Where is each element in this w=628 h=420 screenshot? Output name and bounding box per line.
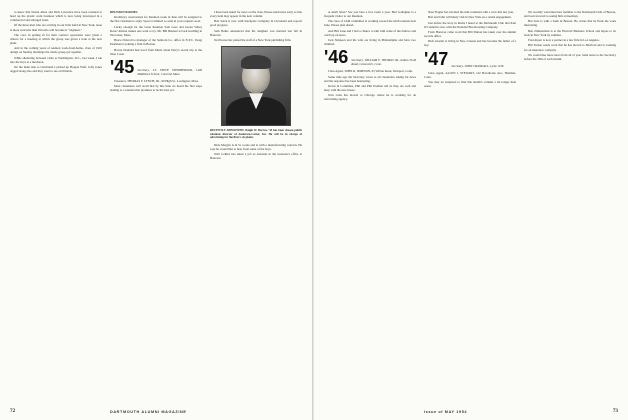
paragraph: Howie Neubald had word from Marie about Perry's recent trip to the West Coast. <box>110 47 202 56</box>
paragraph: And Bill Lane and I had a chance to talk with some of the fellows and catch up on news. <box>324 28 416 37</box>
page-number: 72 <box>10 408 16 414</box>
paragraph: I have been asked for news on the class. Please send notes early so that every item may appear in the next column. <box>210 10 302 19</box>
paragraph: From Hanover came word that Bill Dutton has taken over the alumni records office. <box>424 29 516 39</box>
paragraph: Just before the story in Rome I heard at the Dartmouth Club that Paul O'Connell is now with the National Broadcasting Company. <box>424 20 516 29</box>
paragraph: Bill Tucker sends word that he has moved to Hartford and is working for an insurance company. <box>524 43 616 52</box>
paragraph: Walt Collins has taken a job as assistant in the treasurer's office at Hanover. <box>210 152 302 161</box>
paragraph: Hal Lutz is with a bank in Boston. He writes that he finds the work interesting. <box>524 19 616 28</box>
paragraph: Of the three men who are arriving in our little band in New York, none is more welcome than Jim who will become Ir "engineer." <box>10 23 102 32</box>
paragraph: Jack Simpson and his wife are living in Philadelphia and have two children. <box>324 38 416 47</box>
class-secretary: Secretary, LT. STEVE STEINBERGER, 1400 Middlesex School, Concord, Mass. <box>137 67 202 76</box>
paragraph: Some time ago the Secretary wrote to all classmates asking for news and the response has been heartening. <box>324 74 416 83</box>
paragraph: Bob Stack is now with Stackpole Company in Cleveland and reports good progress. <box>210 19 302 28</box>
running-head: DARTMOUTH ALUMNI MAGAZINE <box>110 410 187 414</box>
paragraph: We would like more news from all of you. Send notes to the Secretary before the 10th of each month. <box>524 52 616 61</box>
class-numeral: '45 <box>110 56 135 77</box>
right-page <box>314 0 628 420</box>
class-heading <box>424 50 516 68</box>
paragraph: Class Agent, JOHN R. SIMPSON, 65 Wilton Road, Westport, Conn. <box>328 69 413 74</box>
paragraph: We recently welcomed new member to the Dartmouth Club of Boston, and look forward to seeing him at meetings. <box>524 10 616 19</box>
class-heading <box>324 48 416 66</box>
paragraph: Ben Zimmerman is at the Harvard Business School and hopes to be back in New York by summer. <box>524 28 616 37</box>
paragraph: Bruce Driscoll is manager of the Sanborn Co. office in N.Y.C. Doug Pearlman is joining a firm in Boston. <box>110 38 202 47</box>
paragraph: Sam Bahrs announced that his daughter was married last fall in Hanover. <box>210 28 302 37</box>
paragraph: Class Agent, ALLEN J. STEWART, 142 Hawthorne Ave., Hamden, Conn. <box>424 70 516 79</box>
paragraph: A small letter? See you later a live event a year. Bart Gallagher is a frequent visitor to our Reunion. <box>324 10 416 19</box>
paragraph: Dormitory reservations for Reunion week in June will be assigned to the first classmen to reply. Space is limited so send in your requests soon. <box>110 15 202 24</box>
paragraph: Fred Alpert is now a partner in a law firm in Los Angeles. <box>528 38 600 43</box>
portrait-photo <box>221 46 291 126</box>
class-secretary: Secretary, JOHN CRANDALL, Lyme, N.H. <box>451 63 505 68</box>
right-column-1 <box>324 10 416 398</box>
paragraph: The class of 1946 committee is working toward the tenth reunion next June. Please plan ahead. <box>324 19 416 28</box>
paragraph: Ted Pearse has joined the staff of a New York publishing firm. <box>214 38 292 43</box>
paragraph: Dick Glazier is living in New Canaan and has become the father of a boy. <box>424 39 516 48</box>
photo-caption: RECENTLY APPOINTED: Ralph W. Barrow '45 has been chosen public relations director of Anderson-Carter, Inc. He will be in charge of advertising for the firm's six plants. <box>210 128 302 140</box>
section-heading: REUNION ROOMS: <box>110 10 139 14</box>
class-numeral: '46 <box>324 47 349 68</box>
paragraph: Down in Columbus, Phil and Phil Prudner tell us they are well and busy with the new house. <box>324 83 416 93</box>
class-heading <box>110 58 202 76</box>
paragraph: Dick Morgan is in St. Louis and is with a manufacturing concern. He says he would like to hear from some of the boys. <box>210 143 302 152</box>
left-column-2 <box>110 10 202 398</box>
paragraph: Treasurer, THOMAS F. LYNCH, JR., 99 High St., Lexington, Mass. <box>114 78 199 83</box>
left-column-1 <box>10 10 102 398</box>
paragraph: Tom Grist has moved to Chicago where he is working for an advertising agency. <box>324 93 416 102</box>
right-column-2 <box>424 10 516 398</box>
paragraph: Bob and John will likely visit in New York on a return engagement. <box>428 15 512 20</box>
running-head: Issue of MAY 1954 <box>424 410 468 414</box>
class-secretary: Secretary, WILLIAM F. THOMAS JR., Indian Field Road, Greenwich, Conn. <box>351 58 416 67</box>
paragraph: While sheltering between visits to Washington, D.C., last week, I ran into the boys at a luncheon. <box>10 55 102 64</box>
paragraph: Most classmates will recall that by this time we heard the first steps leading to a reunion that promises to be the best yet. <box>110 83 202 93</box>
paragraph: Lucky enough for the Gone Reunion Sam Gore and Green Valley Rose? Almost makes one want to try. Mr. Bill Bennett is back teaching in Worcester, Mass. <box>110 24 202 37</box>
paragraph: to know that Nestle Allen and Dick Lawrence have been retained to head up the plastic resin business which is now being developed in a commercial and enlarged basis. <box>10 10 102 23</box>
page-number: 73 <box>612 408 618 414</box>
left-column-3 <box>210 10 302 398</box>
paragraph: You may be surprised to find this month's column a bit longer than usual. <box>424 79 516 88</box>
paragraph: And in the coming years of reunion work-from-home, class of 1945 doings on Sunday mornings the whole group got together. <box>10 46 102 55</box>
paragraph: The crew in getting in for their contract operations were given a chance for a meeting at which the group was given a look at the new plant. <box>10 32 102 46</box>
right-column-3 <box>524 10 616 398</box>
class-numeral: '47 <box>424 48 449 69</box>
paragraph: On the main task to Cincinnati I picked up Hoppie Wolf. Jolly Jones tagged along also and they went to see old friends. <box>10 65 102 74</box>
paragraph: Nate Flagler has traveled the mid-continent with a crew this last year. <box>428 10 514 14</box>
